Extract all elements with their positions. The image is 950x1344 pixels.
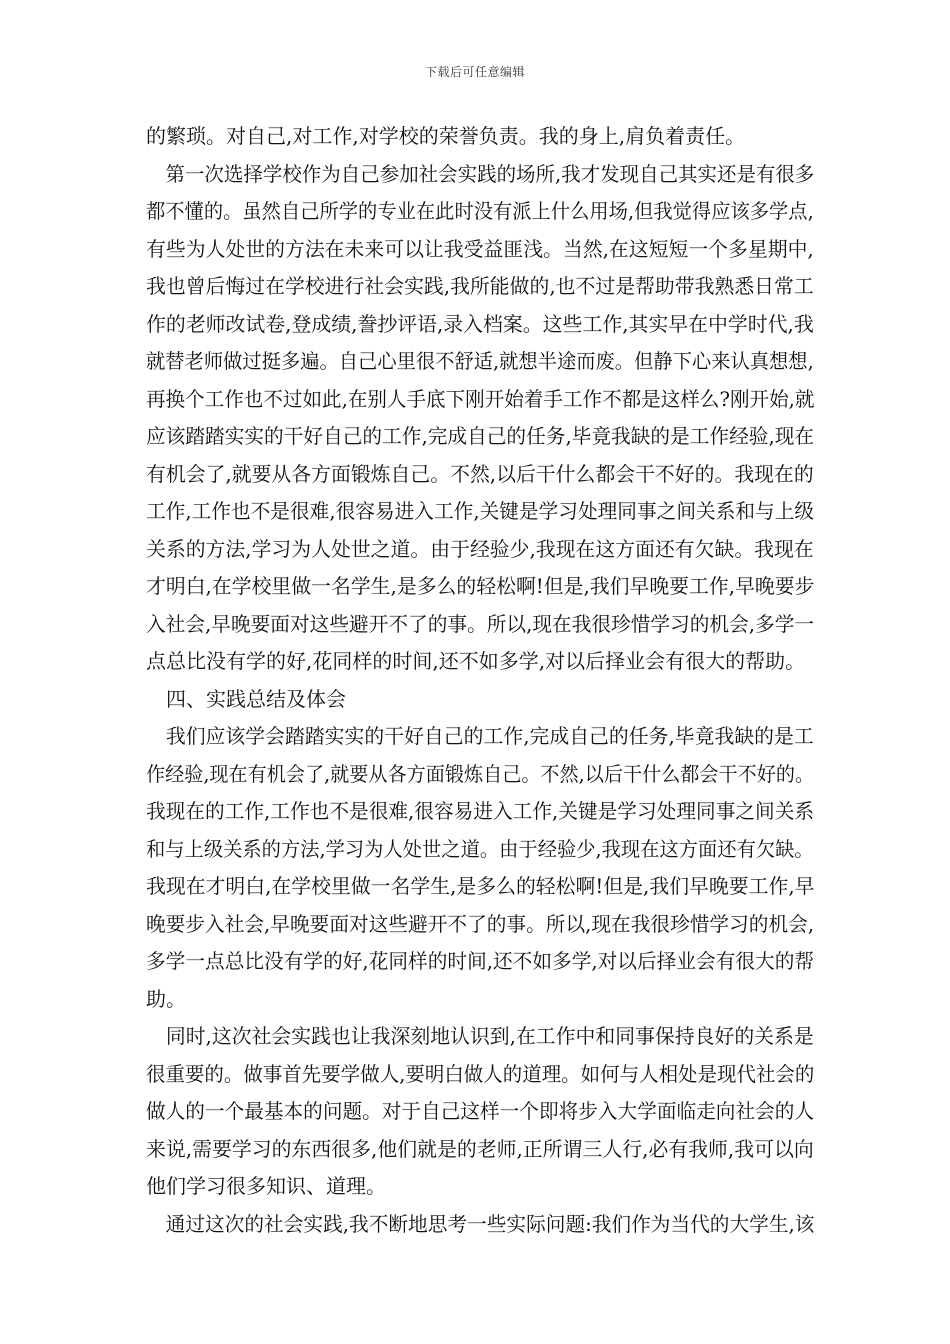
text-line: 入社会,早晚要面对这些避开不了的事。所以,现在我很珍惜学习的机会,多学一	[146, 611, 815, 636]
text-line: 四、实践总结及体会	[146, 686, 346, 711]
text-line: 应该踏踏实实的干好自己的工作,完成自己的任务,毕竟我缺的是工作经验,现在	[146, 424, 815, 448]
text-line: 我现在才明白,在学校里做一名学生,是多么的轻松啊!但是,我们早晚要工作,早	[146, 874, 815, 898]
text-line: 作的老师改试卷,登成绩,誊抄评语,录入档案。这些工作,其实早在中学时代,我	[146, 311, 814, 336]
text-line: 我们应该学会踏踏实实的干好自己的工作,完成自己的任务,毕竟我缺的是工	[146, 724, 814, 748]
text-line: 通过这次的社会实践,我不断地思考一些实际问题:我们作为当代的大学生,该	[146, 1211, 815, 1236]
text-line: 我也曾后悔过在学校进行社会实践,我所能做的,也不过是帮助带我熟悉日常工	[146, 274, 814, 298]
text-line: 就替老师做过挺多遍。自己心里很不舒适,就想半途而废。但静下心来认真想想,	[146, 349, 814, 373]
text-line: 晚要步入社会,早晚要面对这些避开不了的事。所以,现在我很珍惜学习的机会,	[146, 911, 815, 936]
text-line: 同时,这次社会实践也让我深刻地认识到,在工作中和同事保持良好的关系是	[146, 1024, 814, 1048]
text-line: 多学一点总比没有学的好,花同样的时间,还不如多学,对以后择业会有很大的帮	[146, 949, 815, 973]
text-line: 都不懂的。虽然自己所学的专业在此时没有派上什么用场,但我觉得应该多学点,	[146, 199, 814, 223]
text-line: 有机会了,就要从各方面锻炼自己。不然,以后干什么都会干不好的。我现在的	[146, 461, 814, 486]
text-line: 他们学习很多知识、道理。	[146, 1174, 386, 1198]
text-line: 工作,工作也不是很难,很容易进入工作,关键是学习处理同事之间关系和与上级	[146, 499, 815, 523]
text-line: 的繁琐。对自己,对工作,对学校的荣誉负责。我的身上,肩负着责任。	[146, 124, 746, 148]
document-body	[146, 118, 814, 1243]
text-line: 和与上级关系的方法,学习为人处世之道。由于经验少,我现在这方面还有欠缺。	[146, 836, 814, 861]
text-line: 很重要的。做事首先要学做人,要明白做人的道理。如何与人相处是现代社会的	[146, 1061, 815, 1086]
text-line: 点总比没有学的好,花同样的时间,还不如多学,对以后择业会有很大的帮助。	[146, 649, 806, 673]
page-header: 下载后可任意编辑	[424, 65, 525, 79]
text-line: 助。	[146, 986, 186, 1011]
text-line: 第一次选择学校作为自己参加社会实践的场所,我才发现自己其实还是有很多	[146, 161, 815, 186]
text-line: 我现在的工作,工作也不是很难,很容易进入工作,关键是学习处理同事之间关系	[146, 799, 815, 823]
text-line: 作经验,现在有机会了,就要从各方面锻炼自己。不然,以后干什么都会干不好的。	[146, 761, 815, 786]
text-line: 做人的一个最基本的问题。对于自己这样一个即将步入大学面临走向社会的人	[146, 1099, 815, 1123]
text-line: 来说,需要学习的东西很多,他们就是的老师,正所谓三人行,必有我师,我可以向	[146, 1136, 814, 1161]
text-line: 再换个工作也不过如此,在别人手底下刚开始着手工作不都是这样么?刚开始,就	[146, 386, 815, 411]
text-line: 关系的方法,学习为人处世之道。由于经验少,我现在这方面还有欠缺。我现在	[146, 536, 814, 561]
text-line: 才明白,在学校里做一名学生,是多么的轻松啊!但是,我们早晚要工作,早晚要步	[146, 574, 815, 598]
text-line: 有些为人处世的方法在未来可以让我受益匪浅。当然,在这短短一个多星期中,	[146, 236, 814, 261]
